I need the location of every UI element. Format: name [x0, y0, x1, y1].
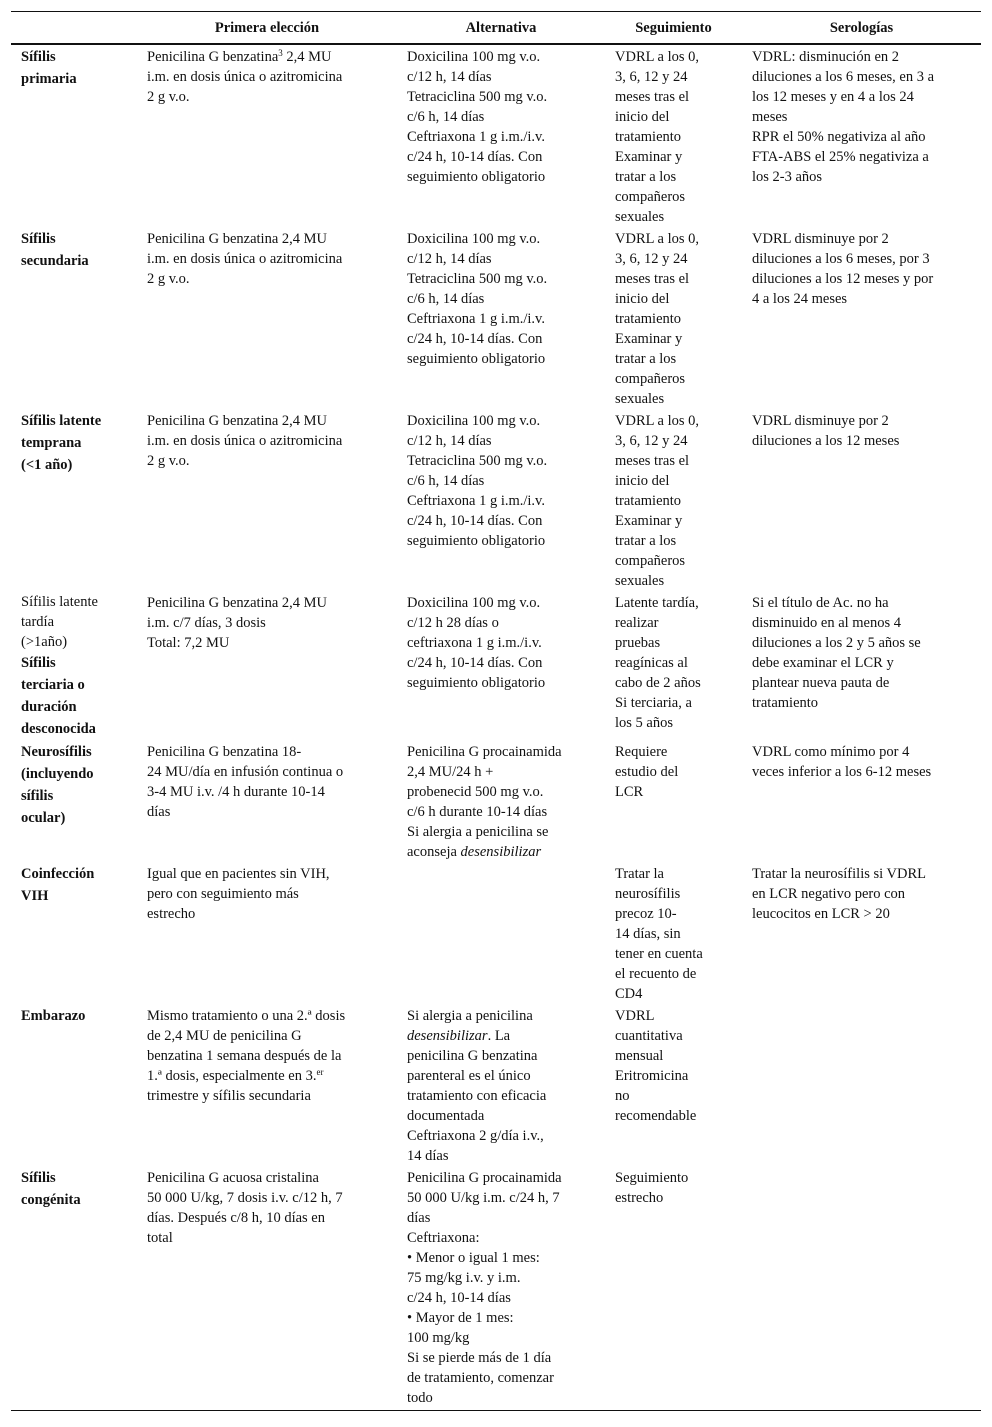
followup-cell: VDRL a los 0, 3, 6, 12 y 24 meses tras el inicio del tratamiento Examinar y tratar a los compañeros sexuales [615, 231, 700, 407]
table-row [11, 740, 981, 862]
alternative-cell [397, 862, 605, 1004]
first-choice-cell: Penicilina G benzatina 2,4 MU i.m. en dosis única o azitromicina 2 g v.o. [147, 231, 343, 287]
alternative-cell: Doxicilina 100 mg v.o. c/12 h 28 días o ceftriaxona 1 g i.m./i.v. c/24 h, 10-14 días. Con seguimiento obligatorio [407, 595, 546, 691]
followup-cell: Latente tardía, realizar pruebas reagínicas al cabo de 2 años Si terciaria, a los 5 años [615, 595, 701, 731]
serology-cell [742, 1004, 981, 1166]
header-first-choice: Primera elección [137, 12, 397, 45]
first-choice-cell: Igual que en pacientes sin VIH, pero con seguimiento más estrecho [147, 866, 330, 922]
serology-cell: VDRL como mínimo por 4 veces inferior a los 6-12 meses [752, 744, 932, 780]
header-alternative: Alternativa [397, 12, 605, 45]
header-followup: Seguimiento [605, 12, 742, 45]
condition-cell: Sífilis secundaria [21, 231, 89, 269]
first-choice-cell: Penicilina G benzatina 18- 24 MU/día en infusión continua o 3-4 MU i.v. /4 h durante 10-14 días [147, 744, 344, 820]
header-row [11, 12, 981, 45]
followup-cell: Tratar la neurosífilis precoz 10- 14 días, sin tener en cuenta el recuento de CD4 [615, 866, 703, 1002]
table-row [11, 44, 981, 227]
condition-cell: Neurosífilis (incluyendo sífilis ocular) [21, 744, 94, 826]
first-choice-cell: Penicilina G acuosa cristalina 50 000 U/kg, 7 dosis i.v. c/12 h, 7 días. Después c/8 h, 10 días en total [137, 1166, 397, 1411]
table-row [11, 409, 981, 591]
serology-cell: Tratar la neurosífilis si VDRL en LCR negativo pero con leucocitos en LCR > 20 [752, 866, 926, 922]
first-choice-cell: Penicilina G benzatina 2,4 MU i.m. en dosis única o azitromicina 2 g v.o. [147, 413, 343, 469]
table-row [11, 591, 981, 740]
alternative-cell: Penicilina G procainamida 50 000 U/kg i.m. c/24 h, 7 días Ceftriaxona: • Menor o igual 1 mes: 75 mg/kg i.v. y i.m. c/24 h, 10-14 días • Mayor de 1 mes: 100 mg/kg Si se pierde más de 1 día de tratamiento, comenzar todo [397, 1166, 605, 1411]
first-choice-cell: Mismo tratamiento o una 2.ª dosis de 2,4 MU de penicilina G benzatina 1 semana después de la 1.ª dosis, especialmente en 3.$^{er}$ trimestre y sífilis secundaria [147, 1008, 346, 1104]
first-choice-cell: Penicilina G benzatina 2,4 MU i.m. c/7 días, 3 dosis Total: 7,2 MU [147, 595, 327, 651]
followup-cell: VDRL a los 0, 3, 6, 12 y 24 meses tras el inicio del tratamiento Examinar y tratar a los compañeros sexuales [615, 49, 700, 225]
table-row [11, 862, 981, 1004]
alternative-cell: Doxicilina 100 mg v.o. c/12 h, 14 días Tetraciclina 500 mg v.o. c/6 h, 14 días Ceftriaxona 1 g i.m./i.v. c/24 h, 10-14 días. Con seguimiento obligatorio [407, 231, 548, 367]
table-row [11, 1004, 981, 1166]
alternative-cell: Si alergia a penicilina desensibilizar. La penicilina G benzatina parenteral es el único tratamiento con eficacia documentada Ceftriaxona 2 g/día i.v., 14 días [407, 1008, 547, 1164]
serology-cell [742, 1166, 981, 1411]
first-choice-cell: Penicilina G benzatina$^3$ 2,4 MU i.m. en dosis única o azitromicina 2 g v.o. [147, 48, 343, 105]
condition-cell: Sífilis congénita [11, 1166, 137, 1411]
condition-cell: Sífilis latente tardía (>1año) Sífilis terciaria o duración desconocida [21, 594, 98, 737]
condition-cell: Coinfección VIH [21, 866, 95, 904]
condition-cell: Sífilis latente temprana (<1 año) [21, 413, 102, 473]
alternative-cell: Penicilina G procainamida 2,4 MU/24 h + probenecid 500 mg v.o. c/6 h durante 10-14 días Si alergia a penicilina se aconseja desensibilizar [407, 744, 562, 860]
alternative-cell: Doxicilina 100 mg v.o. c/12 h, 14 días Tetraciclina 500 mg v.o. c/6 h, 14 días Ceftriaxona 1 g i.m./i.v. c/24 h, 10-14 días. Con seguimiento obligatorio [407, 49, 548, 185]
table-row [11, 1166, 981, 1411]
followup-cell: Seguimiento estrecho [605, 1166, 742, 1411]
serology-cell: Si el título de Ac. no ha disminuido en al menos 4 diluciones a los 2 y 5 años se debe examinar el LCR y plantear nueva pauta de tratamiento [752, 595, 921, 711]
syphilis-treatment-table [11, 11, 981, 1411]
followup-cell: VDRL a los 0, 3, 6, 12 y 24 meses tras el inicio del tratamiento Examinar y tratar a los compañeros sexuales [615, 413, 700, 589]
serology-cell: VDRL: disminución en 2 diluciones a los 6 meses, en 3 a los 12 meses y en 4 a los 24 meses RPR el 50% negativiza al año FTA-ABS el 25% negativiza a los 2-3 años [752, 49, 935, 185]
serology-cell: VDRL disminuye por 2 diluciones a los 12 meses [752, 413, 900, 449]
followup-cell: VDRL cuantitativa mensual Eritromicina no recomendable [615, 1008, 697, 1124]
table-row [11, 227, 981, 409]
header-serology: Serologías [742, 12, 981, 45]
condition-cell: Sífilis primaria [21, 49, 77, 87]
header-condition [11, 12, 137, 45]
serology-cell: VDRL disminuye por 2 diluciones a los 6 meses, por 3 diluciones a los 12 meses y por 4 a los 24 meses [752, 231, 934, 307]
alternative-cell: Doxicilina 100 mg v.o. c/12 h, 14 días Tetraciclina 500 mg v.o. c/6 h, 14 días Ceftriaxona 1 g i.m./i.v. c/24 h, 10-14 días. Con seguimiento obligatorio [407, 413, 548, 549]
condition-cell: Embarazo [21, 1008, 86, 1024]
followup-cell: Requiere estudio del LCR [615, 744, 679, 800]
